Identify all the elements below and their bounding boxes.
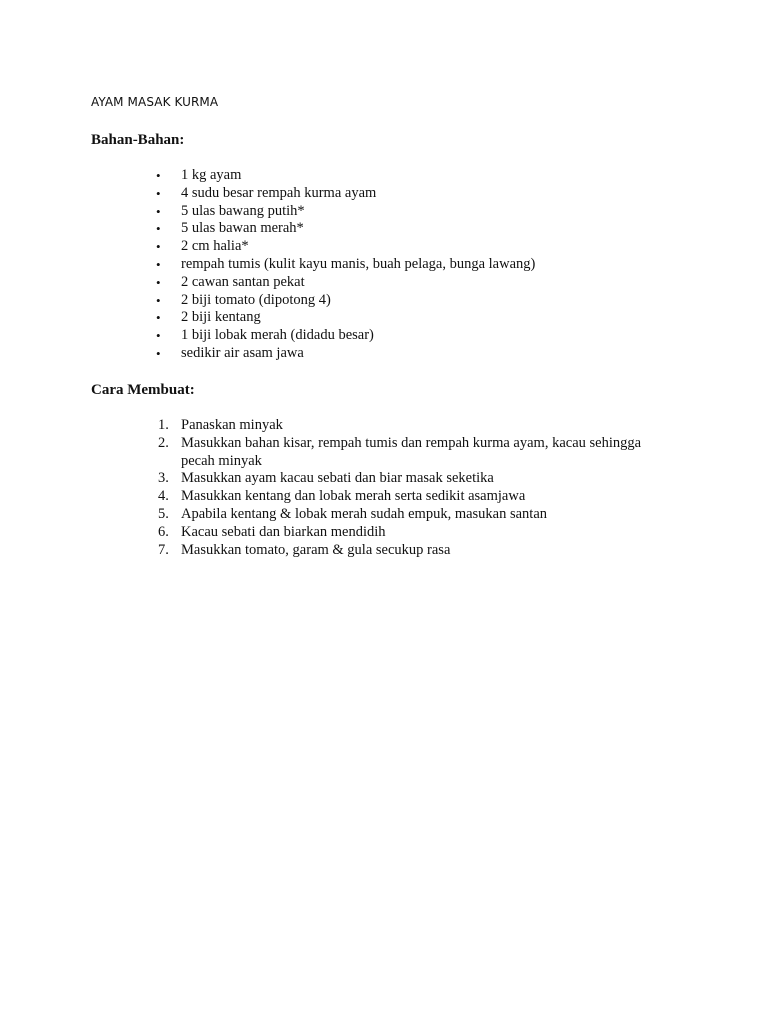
method-heading: Cara Membuat:	[91, 382, 195, 398]
ingredient-item	[156, 309, 535, 327]
bullet-icon: •	[156, 168, 161, 183]
ingredient-text: 1 biji lobak merah (didadu besar)	[181, 327, 374, 344]
ingredient-item	[156, 220, 535, 238]
step-number: 4.	[158, 488, 169, 505]
step-text: Masukkan bahan kisar, rempah tumis dan rempah kurma ayam, kacau sehingga pecah minyak	[181, 434, 642, 469]
step-number: 1.	[158, 417, 169, 433]
ingredient-text: 2 cawan santan pekat	[181, 273, 305, 290]
method-step	[156, 488, 676, 506]
method-step	[156, 435, 676, 471]
step-number: 6.	[158, 523, 169, 540]
ingredient-item	[156, 203, 535, 221]
bullet-icon: •	[156, 185, 161, 201]
method-step	[156, 524, 676, 542]
ingredient-item	[156, 238, 535, 256]
step-text: Masukkan kentang dan lobak merah serta sedikit asamjawa	[181, 488, 526, 505]
bullet-icon: •	[156, 203, 161, 219]
bullet-icon: •	[156, 239, 161, 255]
step-text: Panaskan minyak	[181, 417, 283, 433]
method-step	[156, 417, 676, 435]
ingredient-text: 5 ulas bawang putih*	[181, 202, 305, 219]
method-step	[156, 470, 676, 488]
ingredient-text: 4 sudu besar rempah kurma ayam	[181, 184, 377, 201]
method-step	[156, 506, 676, 524]
step-text: Masukkan ayam kacau sebati dan biar masak seketika	[181, 470, 494, 487]
method-steps-list	[156, 417, 676, 559]
ingredient-item	[156, 185, 535, 203]
step-number: 5.	[158, 505, 169, 522]
ingredient-text: 1 kg ayam	[181, 167, 242, 183]
ingredient-item	[156, 345, 535, 363]
bullet-icon: •	[156, 274, 161, 290]
bullet-icon: •	[156, 292, 161, 308]
step-number: 3.	[158, 470, 169, 487]
bullet-icon: •	[156, 328, 161, 344]
ingredient-text: 2 biji tomato (dipotong 4)	[181, 291, 331, 308]
bullet-icon: •	[156, 221, 161, 237]
bullet-icon: •	[156, 310, 161, 326]
bullet-icon: •	[156, 345, 161, 361]
ingredient-text: rempah tumis (kulit kayu manis, buah pelaga, bunga lawang)	[181, 255, 536, 272]
step-text: Apabila kentang & lobak merah sudah empuk, masukan santan	[181, 505, 548, 522]
ingredient-text: 2 cm halia*	[181, 238, 249, 255]
ingredient-item	[156, 292, 535, 310]
ingredient-item	[156, 327, 535, 345]
recipe-title: AYAM MASAK KURMA	[91, 95, 219, 109]
ingredient-item	[156, 256, 535, 274]
ingredient-text: 2 biji kentang	[181, 309, 261, 326]
ingredient-text: sedikir air asam jawa	[181, 344, 304, 361]
ingredient-item	[156, 167, 535, 185]
method-step	[156, 542, 676, 560]
step-text: Kacau sebati dan biarkan mendidih	[181, 523, 386, 540]
ingredient-item	[156, 274, 535, 292]
ingredients-heading: Bahan-Bahan:	[91, 132, 185, 148]
step-text: Masukkan tomato, garam & gula secukup rasa	[181, 541, 451, 558]
ingredient-text: 5 ulas bawan merah*	[181, 220, 304, 237]
step-number: 7.	[158, 541, 169, 558]
ingredients-list	[156, 167, 535, 363]
step-number: 2.	[158, 434, 169, 451]
bullet-icon: •	[156, 256, 161, 272]
